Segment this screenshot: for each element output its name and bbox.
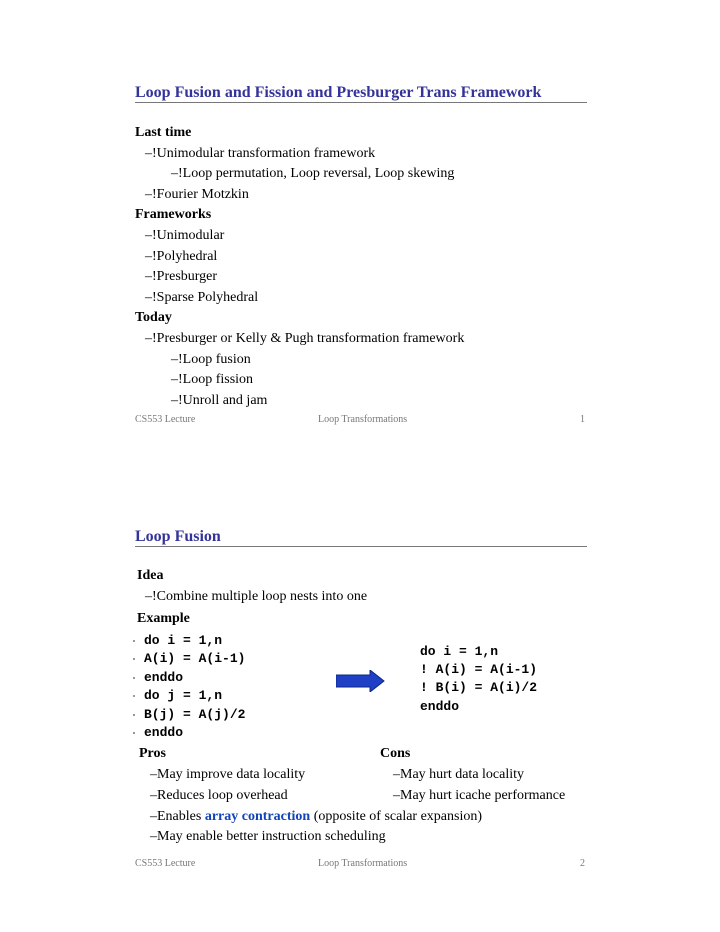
scheduling-item: –May enable better instruction scheduling xyxy=(150,829,386,844)
right-arrow-icon xyxy=(336,670,386,692)
slide-2-footer-left: CS553 Lecture xyxy=(135,858,196,869)
code-marker xyxy=(133,640,135,642)
enables-suffix: (opposite of scalar expansion) xyxy=(310,809,483,824)
slide-1-footer-left: CS553 Lecture xyxy=(135,414,196,425)
bullet-item: –!Loop fusion xyxy=(171,351,251,367)
bullet-item: –!Unimodular transformation framework xyxy=(145,145,376,161)
bullet-item: –!Fourier Motzkin xyxy=(145,186,249,202)
bullet-item: –!Loop permutation, Loop reversal, Loop skewing xyxy=(171,166,455,182)
section-heading: Today xyxy=(135,310,172,326)
pros-heading: Pros xyxy=(139,746,166,761)
cons-item: –May hurt icache performance xyxy=(393,788,566,803)
code-marker xyxy=(133,677,135,679)
slide-2-page-number: 2 xyxy=(580,858,585,869)
section-heading: Last time xyxy=(135,125,192,140)
bullet-item: –!Unroll and jam xyxy=(171,392,268,408)
bullet-item: –!Unimodular xyxy=(145,228,225,243)
code-line: A(i) = A(i-1) xyxy=(144,651,246,666)
code-marker xyxy=(133,658,135,660)
slide-1-footer-center: Loop Transformations xyxy=(318,414,408,425)
code-line: do i = 1,n xyxy=(144,633,223,648)
code-line: ! A(i) = A(i-1) xyxy=(420,662,538,677)
cons-item: –May hurt data locality xyxy=(393,767,525,782)
code-line: enddo xyxy=(144,670,184,685)
cons-heading: Cons xyxy=(380,746,411,761)
section-heading: Frameworks xyxy=(135,207,212,223)
bullet-item: –!Polyhedral xyxy=(145,248,218,264)
bullet-item: –!Presburger or Kelly & Pugh transformation framework xyxy=(145,331,465,346)
array-contraction-term: array contraction xyxy=(204,809,311,824)
idea-item: –!Combine multiple loop nests into one xyxy=(145,589,368,604)
bullet-item: –!Presburger xyxy=(145,269,218,285)
enables-item xyxy=(150,809,482,825)
bullet-item: –!Loop fission xyxy=(171,372,254,388)
code-line: do i = 1,n xyxy=(420,644,499,659)
slide-2-footer-center: Loop Transformations xyxy=(318,858,408,869)
slide-2-title: Loop Fusion xyxy=(135,528,221,545)
idea-heading: Idea xyxy=(137,568,164,583)
slide-2-title-rule xyxy=(135,546,587,547)
bullet-item: –!Sparse Polyhedral xyxy=(145,289,259,305)
pros-item: –May improve data locality xyxy=(150,767,306,782)
pros-item: –Reduces loop overhead xyxy=(150,788,288,803)
code-line: B(j) = A(j)/2 xyxy=(144,707,246,722)
enables-prefix: –Enables xyxy=(150,809,205,824)
example-heading: Example xyxy=(137,611,190,626)
slide-1-title-rule xyxy=(135,102,587,103)
slide-1-page-number: 1 xyxy=(580,414,585,425)
code-marker xyxy=(133,732,135,734)
code-marker xyxy=(133,695,135,697)
code-line: enddo xyxy=(144,725,184,740)
code-line: enddo xyxy=(420,699,460,714)
code-line: do j = 1,n xyxy=(144,688,223,703)
slide-1-title: Loop Fusion and Fission and Presburger Trans Framework xyxy=(135,84,542,101)
code-marker xyxy=(133,714,135,716)
code-line: ! B(i) = A(i)/2 xyxy=(420,680,538,695)
